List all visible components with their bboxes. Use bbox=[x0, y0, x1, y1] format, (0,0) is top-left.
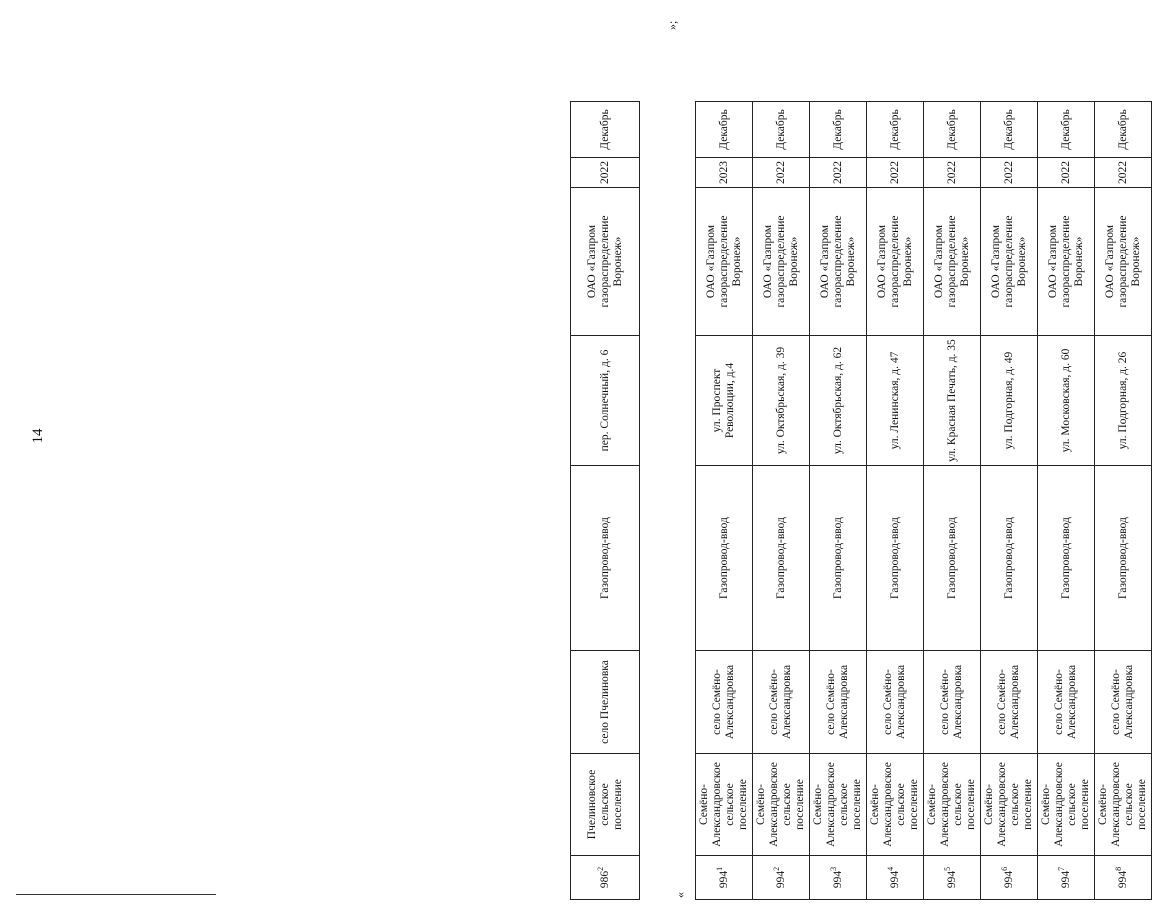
address-cell: ул. Подгорная, д. 26 bbox=[1095, 336, 1152, 466]
locality-cell: село Семёно-Александровка bbox=[1095, 651, 1152, 754]
quote-open: « bbox=[673, 892, 687, 898]
main-table bbox=[695, 101, 1152, 900]
month-cell: Декабрь bbox=[810, 102, 867, 158]
owner-cell: ОАО «Газпром газораспределение Воронеж» bbox=[981, 188, 1038, 336]
table-row bbox=[810, 102, 867, 900]
month-cell: Декабрь bbox=[924, 102, 981, 158]
settlement-cell: Семёно-Александровское сельское поселение bbox=[753, 754, 810, 856]
address-cell: ул. Московская, д. 60 bbox=[1038, 336, 1095, 466]
object-cell: Газопровод-ввод bbox=[981, 466, 1038, 651]
settlement-cell: Пчелиновское сельское поселение bbox=[571, 754, 640, 856]
year-cell: 2022 bbox=[571, 158, 640, 188]
year-cell: 2022 bbox=[924, 158, 981, 188]
locality-cell: село Семёно-Александровка bbox=[1038, 651, 1095, 754]
address-cell: пер. Солнечный, д. 6 bbox=[571, 336, 640, 466]
locality-cell: село Семёно-Александровка bbox=[924, 651, 981, 754]
month-cell: Декабрь bbox=[571, 102, 640, 158]
object-cell: Газопровод-ввод bbox=[810, 466, 867, 651]
locality-cell: село Семёно-Александровка bbox=[696, 651, 753, 754]
row-number-cell: $994^8$ bbox=[1095, 856, 1152, 900]
settlement-cell: Семёно-Александровское сельское поселение bbox=[867, 754, 924, 856]
owner-cell: ОАО «Газпром газораспределение Воронеж» bbox=[924, 188, 981, 336]
settlement-cell: Семёно-Александровское сельское поселение bbox=[981, 754, 1038, 856]
table-row bbox=[571, 102, 640, 900]
locality-cell: село Семёно-Александровка bbox=[867, 651, 924, 754]
owner-cell: ОАО «Газпром газораспределение Воронеж» bbox=[753, 188, 810, 336]
page-number: 14 bbox=[30, 428, 46, 444]
address-cell: ул. Октябрьская, д. 39 bbox=[753, 336, 810, 466]
table-row bbox=[753, 102, 810, 900]
address-cell: ул. Красная Печать, д. 35 bbox=[924, 336, 981, 466]
locality-cell: село Семёно-Александровка bbox=[981, 651, 1038, 754]
footnote-divider bbox=[16, 894, 216, 895]
year-cell: 2022 bbox=[867, 158, 924, 188]
object-cell: Газопровод-ввод bbox=[1095, 466, 1152, 651]
year-cell: 2022 bbox=[810, 158, 867, 188]
table-row bbox=[1038, 102, 1095, 900]
locality-cell: село Пчелиновка bbox=[571, 651, 640, 754]
year-cell: 2023 bbox=[696, 158, 753, 188]
owner-cell: ОАО «Газпром газораспределение Воронеж» bbox=[810, 188, 867, 336]
locality-cell: село Семёно-Александровка bbox=[810, 651, 867, 754]
settlement-cell: Семёно-Александровское сельское поселение bbox=[1095, 754, 1152, 856]
owner-cell: ОАО «Газпром газораспределение Воронеж» bbox=[571, 188, 640, 336]
owner-cell: ОАО «Газпром газораспределение Воронеж» bbox=[1038, 188, 1095, 336]
table-row bbox=[981, 102, 1038, 900]
owner-cell: ОАО «Газпром газораспределение Воронеж» bbox=[867, 188, 924, 336]
table-row bbox=[867, 102, 924, 900]
row-number-cell: $994^4$ bbox=[867, 856, 924, 900]
first-table bbox=[570, 101, 640, 900]
row-number-cell: $986^2$ bbox=[571, 856, 640, 900]
owner-cell: ОАО «Газпром газораспределение Воронеж» bbox=[696, 188, 753, 336]
year-cell: 2022 bbox=[753, 158, 810, 188]
year-cell: 2022 bbox=[1095, 158, 1152, 188]
year-cell: 2022 bbox=[981, 158, 1038, 188]
address-cell: ул. Подгорная, д. 49 bbox=[981, 336, 1038, 466]
settlement-cell: Семёно-Александровское сельское поселение bbox=[696, 754, 753, 856]
object-cell: Газопровод-ввод bbox=[753, 466, 810, 651]
month-cell: Декабрь bbox=[696, 102, 753, 158]
address-cell: ул. Октябрьская, д. 62 bbox=[810, 336, 867, 466]
object-cell: Газопровод-ввод bbox=[867, 466, 924, 651]
address-cell: ул. Проспект Революции, д.4 bbox=[696, 336, 753, 466]
table-row bbox=[1095, 102, 1152, 900]
row-number-cell: $994^1$ bbox=[696, 856, 753, 900]
owner-cell: ОАО «Газпром газораспределение Воронеж» bbox=[1095, 188, 1152, 336]
month-cell: Декабрь bbox=[753, 102, 810, 158]
object-cell: Газопровод-ввод bbox=[571, 466, 640, 651]
settlement-cell: Семёно-Александровское сельское поселение bbox=[1038, 754, 1095, 856]
month-cell: Декабрь bbox=[867, 102, 924, 158]
settlement-cell: Семёно-Александровское сельское поселение bbox=[810, 754, 867, 856]
year-cell: 2022 bbox=[1038, 158, 1095, 188]
object-cell: Газопровод-ввод bbox=[1038, 466, 1095, 651]
table-row bbox=[696, 102, 753, 900]
object-cell: Газопровод-ввод bbox=[924, 466, 981, 651]
settlement-cell: Семёно-Александровское сельское поселение bbox=[924, 754, 981, 856]
quote-close: »; bbox=[665, 20, 679, 30]
month-cell: Декабрь bbox=[981, 102, 1038, 158]
row-number-cell: $994^3$ bbox=[810, 856, 867, 900]
row-number-cell: $994^6$ bbox=[981, 856, 1038, 900]
address-cell: ул. Ленинская, д. 47 bbox=[867, 336, 924, 466]
row-number-cell: $994^5$ bbox=[924, 856, 981, 900]
table-row bbox=[924, 102, 981, 900]
month-cell: Декабрь bbox=[1095, 102, 1152, 158]
object-cell: Газопровод-ввод bbox=[696, 466, 753, 651]
row-number-cell: $994^2$ bbox=[753, 856, 810, 900]
row-number-cell: $994^7$ bbox=[1038, 856, 1095, 900]
locality-cell: село Семёно-Александровка bbox=[753, 651, 810, 754]
month-cell: Декабрь bbox=[1038, 102, 1095, 158]
